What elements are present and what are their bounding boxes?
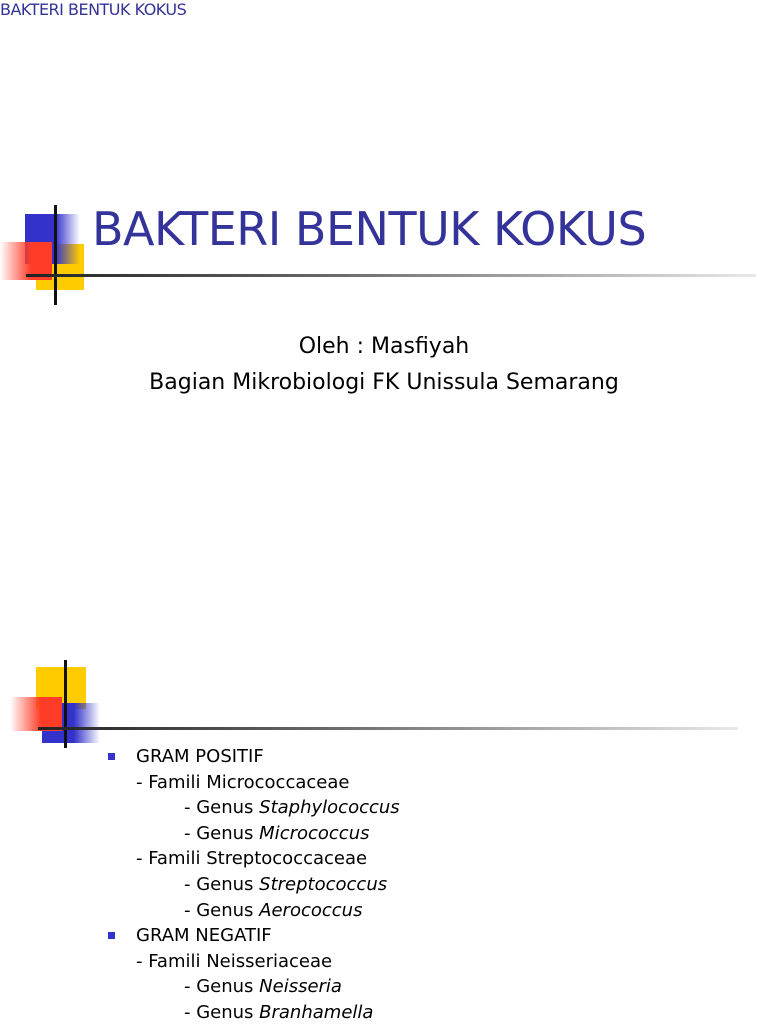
- list-item: - Genus Neisseria: [184, 976, 342, 998]
- title-underline: [38, 727, 738, 730]
- list-item: GRAM NEGATIF: [108, 923, 400, 949]
- list-item: - Genus Branhamella: [184, 1001, 374, 1023]
- content-slide-title: BAKTERI BENTUK KOKUS: [0, 0, 187, 19]
- list-item: - Genus Aerococcus: [184, 899, 363, 921]
- bullet-square-icon: [108, 753, 115, 760]
- affiliation-line: Bagian Mikrobiologi FK Unissula Semarang: [149, 370, 619, 395]
- decor-red-square: [10, 697, 62, 731]
- list-item: - Famili Neisseriaceae: [136, 950, 333, 972]
- list-item: - Famili Micrococcaceae: [136, 771, 350, 793]
- slide-title: BAKTERI BENTUK KOKUS: [92, 202, 647, 256]
- bullet-square-icon: [108, 932, 115, 939]
- author-line: Oleh : Masfiyah: [298, 334, 470, 359]
- list-item: - Genus Streptococcus: [184, 873, 388, 895]
- list-item: - Genus Micrococcus: [184, 822, 370, 844]
- decor-vertical-line: [54, 205, 57, 305]
- title-underline: [26, 274, 756, 277]
- list-item: - Famili Streptococcaceae: [136, 848, 368, 870]
- decor-vertical-line: [64, 660, 67, 748]
- list-item: GRAM POSITIF: [108, 744, 400, 770]
- classification-list: [108, 744, 400, 1026]
- list-item: - Genus Staphylococcus: [184, 797, 400, 819]
- title-slide: [0, 0, 768, 512]
